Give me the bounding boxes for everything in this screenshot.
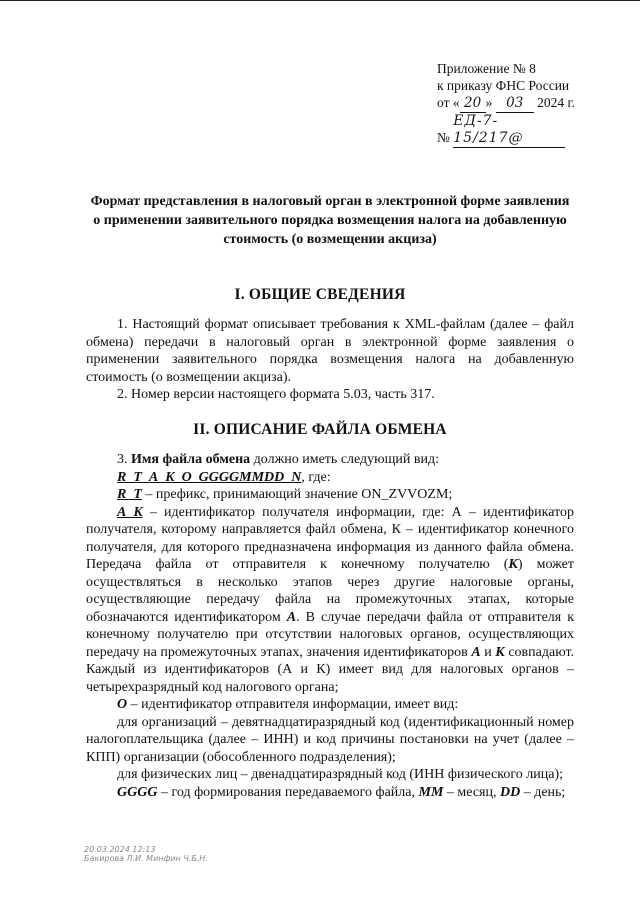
file-name-pattern: R_T_A_K_O_GGGGMMDD_N, где: xyxy=(117,469,331,485)
section-general-body xyxy=(86,316,574,404)
date-day: 20 xyxy=(460,95,486,113)
date-month: 03 xyxy=(496,95,534,113)
order-number: № ЕД-7-15/217@ xyxy=(437,113,575,148)
paragraph-3: 3. Имя файла обмена должно иметь следующий вид: xyxy=(117,452,440,467)
signature-stamp: 20.03.2024 12:13 Бакирова Л.И. Минфин Ч.Б.Н. xyxy=(84,845,208,863)
section-heading-exchange-file: II. ОПИСАНИЕ ФАЙЛА ОБМЕНА xyxy=(193,421,447,438)
individual-code: для физических лиц – двенадцатиразрядный код (ИНН физического лица); xyxy=(117,767,563,782)
section-heading-general: I. ОБЩИЕ СВЕДЕНИЯ xyxy=(234,286,406,303)
order-reference: к приказу ФНС России xyxy=(437,78,570,93)
section-exchange-body xyxy=(86,451,574,801)
recipient-definition: A_K – идентификатор получателя информации, где: А – идентификатор получателя, которому направляется файл обмена, К – идентификатор конечного получателя, для которого предназначена информация из данного файла обмена. Передача файла от отправителя к конечному получателю (К) может осуществляться в несколько этапов через другие налоговые органы, осуществляющие передачу файла на промежуточных этапах, которые обозначаются идентификатором А. В случае передачи файла от отправителя к конечному получателю при отсутствии налоговых органов, осуществляющих передачу на промежуточных этапах, значения идентификаторов А и К совпадают. Каждый из идентификаторов (А и К) имеет вид для налоговых органов – четырехразрядный код налогового органа; xyxy=(86,504,575,695)
top-border xyxy=(0,0,640,1)
appendix-number: Приложение № 8 xyxy=(437,61,536,76)
prefix-definition: R_T – префикс, принимающий значение ON_ZVVOZM; xyxy=(117,487,453,502)
date-definition: GGGG – год формирования передаваемого файла, ММ – месяц, DD – день; xyxy=(117,784,566,800)
organization-code: для организаций – девятнадцатиразрядный код (идентификационный номер налогоплательщика (далее – ИНН) и код причины постановки на учет (далее – КПП) организации (обособленного подразделения); xyxy=(86,714,574,765)
document-title: Формат представления в налоговый орган в электронной форме заявления о применении заявительного порядка возмещения налога на добавленную стоимость (о возмещении акциза) xyxy=(90,194,570,247)
sender-definition: О – идентификатор отправителя информации, имеет вид: xyxy=(117,697,459,712)
order-date: от « 20 » 03 2024 г. xyxy=(437,95,575,111)
paragraph-1: 1. Настоящий формат описывает требования к XML-файлам (далее – файл обмена) передачи в налоговый орган в электронной форме заявления о применении заявительного порядка возмещения налога на добавленную стоимость (о возмещении акциза). xyxy=(86,317,574,385)
paragraph-2: 2. Номер версии настоящего формата 5.03, часть 317. xyxy=(117,387,435,402)
order-number-value: ЕД-7-15/217@ xyxy=(453,113,565,148)
date-year: 2024 г. xyxy=(537,95,575,110)
appendix-header xyxy=(437,60,575,148)
